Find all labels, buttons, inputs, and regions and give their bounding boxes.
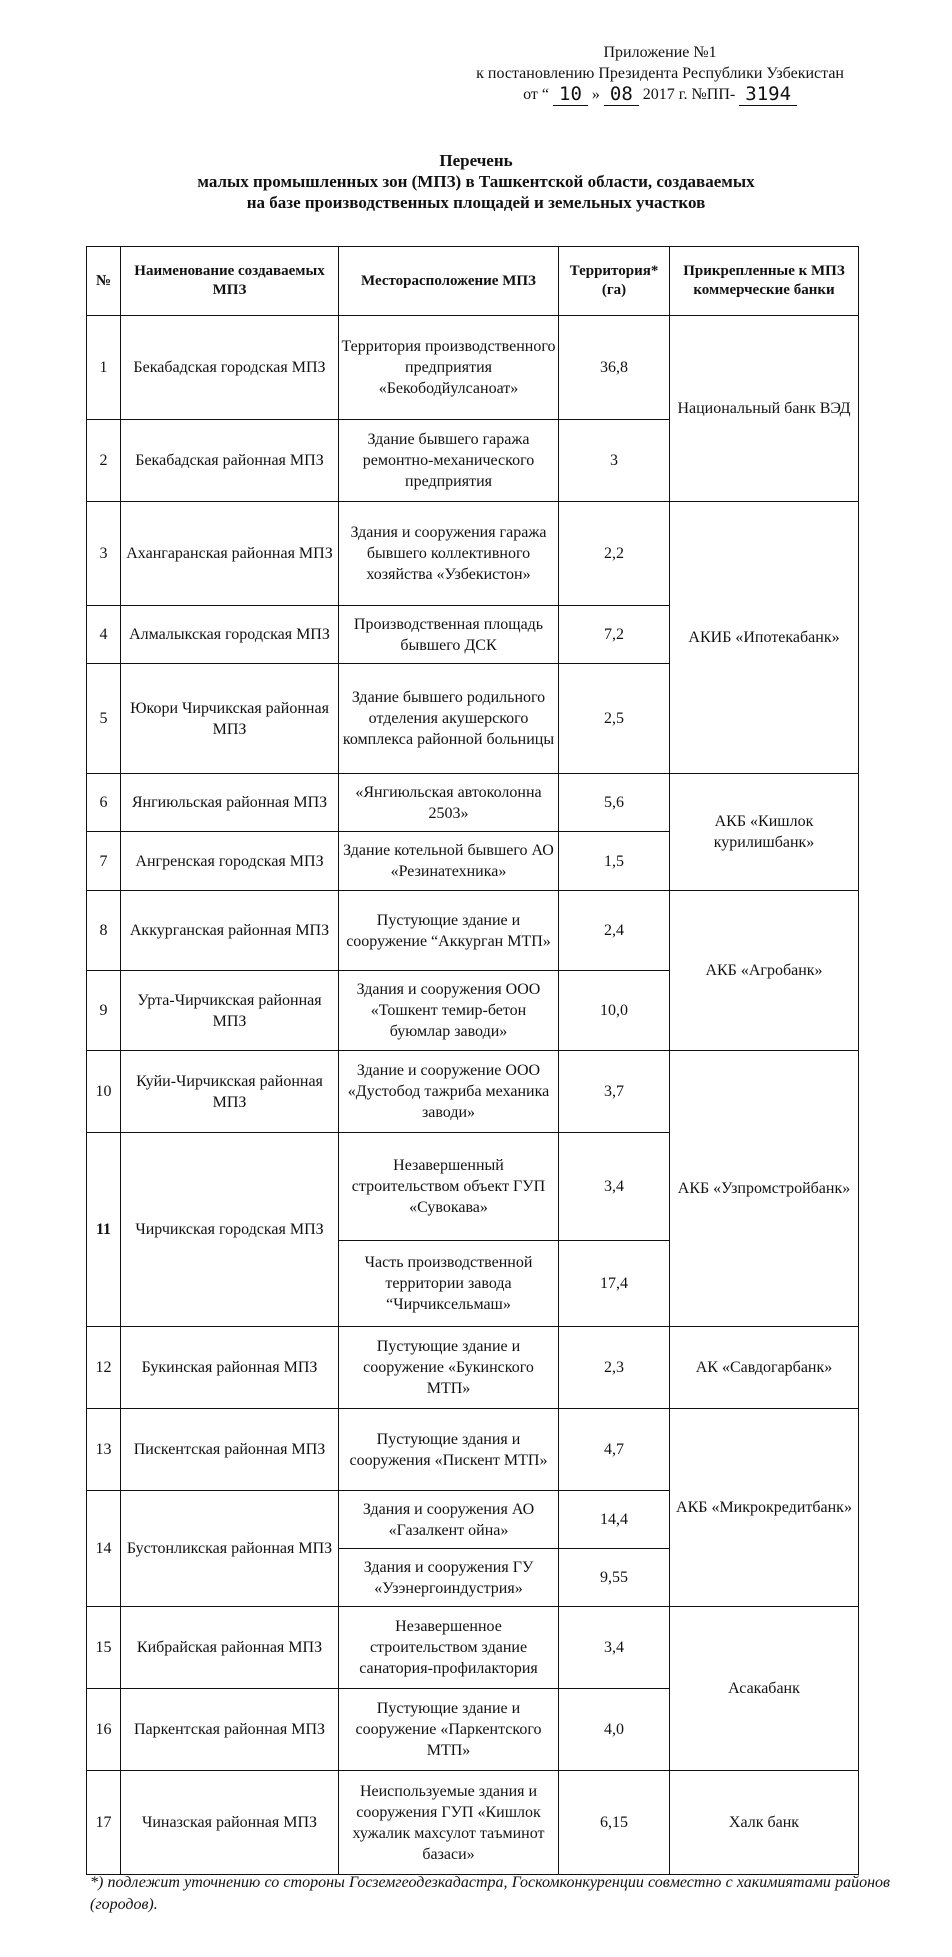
appendix-line1: Приложение №1: [603, 44, 717, 61]
bank-cell: Национальный банк ВЭД: [670, 316, 859, 502]
row-num: 7: [87, 832, 121, 891]
mpz-table: [86, 246, 859, 1875]
header-location: Месторасположение МПЗ: [339, 247, 559, 316]
row-area: 2,3: [559, 1327, 670, 1409]
title-line2: малых промышленных зон (МПЗ) в Ташкентской области, создаваемых: [197, 172, 755, 191]
row-location: «Янгиюльская автоколонна 2503»: [339, 774, 559, 832]
row-location: Часть производственной территории завода “Чирчиксельмаш»: [339, 1241, 559, 1327]
bank-cell: Асакабанк: [670, 1607, 859, 1771]
row-num: 17: [87, 1771, 121, 1875]
row-name: Алмалыкская городская МПЗ: [121, 606, 339, 664]
bank-cell: АКБ «Узпромстройбанк»: [670, 1051, 859, 1327]
row-area: 4,7: [559, 1409, 670, 1491]
row-area: 14,4: [559, 1491, 670, 1549]
row-location: Незавершенное строительством здание санатория-профилактория: [339, 1607, 559, 1689]
row-name: Ахангаранская районная МПЗ: [121, 502, 339, 606]
row-name: Куйи-Чирчикская районная МПЗ: [121, 1051, 339, 1133]
row-num: 6: [87, 774, 121, 832]
row-location: Здания и сооружения ГУ «Узэнергоиндустрия»: [339, 1549, 559, 1607]
bank-cell: Халк банк: [670, 1771, 859, 1875]
row-num: 16: [87, 1689, 121, 1771]
row-area: 2,4: [559, 891, 670, 971]
row-name: Чирчикская городская МПЗ: [121, 1133, 339, 1327]
row-name: Кибрайская районная МПЗ: [121, 1607, 339, 1689]
row-name: Ангренская городская МПЗ: [121, 832, 339, 891]
row-area: 3,4: [559, 1607, 670, 1689]
row-name: Чиназская районная МПЗ: [121, 1771, 339, 1875]
header-area: Территория* (га): [559, 247, 670, 316]
row-location: Незавершенный строительством объект ГУП «Сувокава»: [339, 1133, 559, 1241]
table-row: [87, 1409, 859, 1491]
table-row: [87, 502, 859, 606]
row-name: Букинская районная МПЗ: [121, 1327, 339, 1409]
row-location: Здания и сооружения ООО «Тошкент темир-бетон буюмлар заводи»: [339, 971, 559, 1051]
appendix-number: 3194: [739, 84, 797, 106]
row-area: 3: [559, 420, 670, 502]
row-name: Янгиюльская районная МПЗ: [121, 774, 339, 832]
appendix-line3: [476, 84, 844, 106]
row-name: Паркентская районная МПЗ: [121, 1689, 339, 1771]
row-num: 10: [87, 1051, 121, 1133]
row-area: 10,0: [559, 971, 670, 1051]
appendix-month: 08: [604, 84, 639, 106]
header-bank: Прикрепленные к МПЗ коммерческие банки: [670, 247, 859, 316]
bank-cell: АКИБ «Ипотекабанк»: [670, 502, 859, 774]
table-row: [87, 891, 859, 971]
row-location: Пустующие здание и сооружение «Паркентского МТП»: [339, 1689, 559, 1771]
header-name: Наименование создаваемых МПЗ: [121, 247, 339, 316]
row-location: Здание бывшего родильного отделения акушерского комплекса районной больницы: [339, 664, 559, 774]
footnote: *) подлежит уточнению со стороны Госземгеодезкадастра, Госкомконкуренции совместно с хакимиятами районов (городов).: [90, 1874, 890, 1913]
row-area: 2,2: [559, 502, 670, 606]
appendix-day: 10: [553, 84, 588, 106]
document-title: [0, 150, 952, 213]
appendix-header: [476, 42, 844, 106]
row-area: 9,55: [559, 1549, 670, 1607]
row-location: Пустующие здание и сооружение “Аккурган МТП»: [339, 891, 559, 971]
row-area: 36,8: [559, 316, 670, 420]
row-area: 4,0: [559, 1689, 670, 1771]
row-location: Здание котельной бывшего АО «Резинатехника»: [339, 832, 559, 891]
row-num: 9: [87, 971, 121, 1051]
row-name: Аккурганская районная МПЗ: [121, 891, 339, 971]
row-area: 3,7: [559, 1051, 670, 1133]
row-num: 3: [87, 502, 121, 606]
row-area: 7,2: [559, 606, 670, 664]
row-num: 5: [87, 664, 121, 774]
table-row: [87, 1607, 859, 1689]
row-location: Пустующие здание и сооружение «Букинского МТП»: [339, 1327, 559, 1409]
row-name: Бустонликская районная МПЗ: [121, 1491, 339, 1607]
row-num: 1: [87, 316, 121, 420]
table-row: [87, 774, 859, 832]
row-area: 3,4: [559, 1133, 670, 1241]
appendix-prefix: от “: [523, 86, 549, 103]
row-num: 12: [87, 1327, 121, 1409]
table-row: [87, 1327, 859, 1409]
row-location: Здание бывшего гаража ремонтно-механического предприятия: [339, 420, 559, 502]
row-num: 13: [87, 1409, 121, 1491]
bank-cell: АКБ «Микрокредитбанк»: [670, 1409, 859, 1607]
row-num: 8: [87, 891, 121, 971]
row-num: 15: [87, 1607, 121, 1689]
bank-cell: АКБ «Кишлок курилишбанк»: [670, 774, 859, 891]
row-num: 2: [87, 420, 121, 502]
row-location: Неиспользуемые здания и сооружения ГУП «Кишлок хужалик махсулот таъминот базаси»: [339, 1771, 559, 1875]
table-header-row: [87, 247, 859, 316]
row-num: 14: [87, 1491, 121, 1607]
appendix-sep: »: [591, 86, 600, 103]
row-area: 2,5: [559, 664, 670, 774]
appendix-year: 2017 г. №ПП-: [642, 86, 736, 103]
table-row: [87, 1771, 859, 1875]
row-location: Здания и сооружения АО «Газалкент ойна»: [339, 1491, 559, 1549]
row-name: Урта-Чирчикская районная МПЗ: [121, 971, 339, 1051]
row-location: Здания и сооружения гаража бывшего коллективного хозяйства «Узбекистон»: [339, 502, 559, 606]
row-num: 11: [87, 1133, 121, 1327]
row-area: 1,5: [559, 832, 670, 891]
header-num: №: [87, 247, 121, 316]
row-location: Пустующие здания и сооружения «Пискент МТП»: [339, 1409, 559, 1491]
bank-cell: АКБ «Агробанк»: [670, 891, 859, 1051]
row-location: Территория производственного предприятия «Бекободйулсаноат»: [339, 316, 559, 420]
table-row: [87, 1051, 859, 1133]
title-line3: на базе производственных площадей и земельных участков: [246, 193, 706, 212]
appendix-line2: к постановлению Президента Республики Узбекистан: [476, 65, 844, 82]
row-area: 17,4: [559, 1241, 670, 1327]
row-num: 4: [87, 606, 121, 664]
row-name: Бекабадская городская МПЗ: [121, 316, 339, 420]
table-row: [87, 316, 859, 420]
row-location: Здание и сооружение ООО «Дустобод тажриба механика заводи»: [339, 1051, 559, 1133]
row-area: 5,6: [559, 774, 670, 832]
row-name: Юкори Чирчикская районная МПЗ: [121, 664, 339, 774]
row-name: Пискентская районная МПЗ: [121, 1409, 339, 1491]
title-line1: Перечень: [439, 151, 513, 170]
row-name: Бекабадская районная МПЗ: [121, 420, 339, 502]
row-location: Производственная площадь бывшего ДСК: [339, 606, 559, 664]
bank-cell: АК «Савдогарбанк»: [670, 1327, 859, 1409]
row-area: 6,15: [559, 1771, 670, 1875]
